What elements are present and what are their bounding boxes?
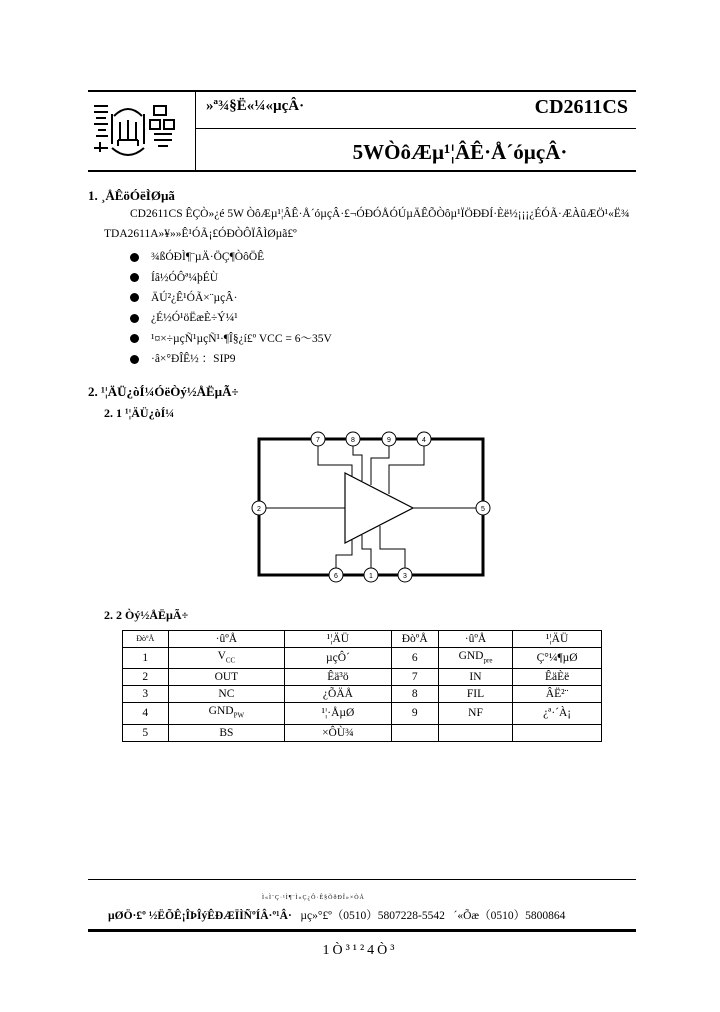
pin-symbol: $V_{CC}$ (168, 648, 285, 669)
address: ½ËÕÊ¡ÎÞÎýÊÐÆÏÌÑºÍÂ·º¹Â· (148, 910, 292, 922)
pin-number: 3 (123, 686, 169, 703)
footer-bottom-rule (88, 929, 636, 932)
pin-symbol: $GND_{PW}$ (168, 703, 285, 724)
pin-table (122, 630, 602, 742)
pin-label: 6 (334, 573, 338, 580)
pin-symbol: FIL (438, 686, 512, 703)
pin-function: ¹¦·ÅµØ (285, 703, 391, 724)
pin-label: 7 (316, 437, 320, 444)
pin-function: ÊäÈë (513, 669, 602, 686)
feature-item: ¹¤×÷µçÑ¹µçÑ¹·¶Î§¿í£º VCC = 6～35V (130, 329, 332, 349)
table-header-cell: ÐòºÅ (123, 631, 169, 648)
pin-symbol: IN (438, 669, 512, 686)
pin-function: µçÔ´ (285, 648, 391, 669)
pin-symbol: BS (168, 724, 285, 741)
table-header-cell: ÐòºÅ (391, 631, 438, 648)
pin-label: 2 (257, 506, 261, 513)
header-mid-rule (196, 128, 636, 129)
table-header-cell: ·ûºÅ (438, 631, 512, 648)
bullet-icon (130, 293, 139, 302)
section-1-title: 1. ¸ÅÊöÓëÌØµã (88, 188, 175, 203)
phone-label: µç»°£º (300, 910, 332, 922)
bullet-icon (130, 273, 139, 282)
pin-number: 2 (123, 669, 169, 686)
pin-number: 9 (391, 703, 438, 724)
table-row (123, 703, 602, 724)
address-label: µØÖ·£º (108, 910, 146, 922)
pin-number: 6 (391, 648, 438, 669)
logo-icon (88, 92, 188, 170)
header-divider (195, 90, 196, 172)
footer-note: Ì«Ì¨Ç·¹Ì¶¨Ì«Ç¿Ô·Ê§ÕðÐÎ»×ÒÅ (262, 895, 365, 901)
bullet-icon (130, 334, 139, 343)
bullet-icon (130, 314, 139, 323)
subsection-2-2-title: 2. 2 Òý½ÅËµÃ÷ (104, 608, 189, 622)
feature-item: ÄÚ²¿Ê¹ÓÃ×¨µçÂ· (130, 288, 332, 308)
feature-list (130, 247, 332, 369)
pin-label: 9 (387, 437, 391, 444)
pin-label: 3 (403, 573, 407, 580)
footer-top-rule (88, 879, 636, 880)
bullet-icon (130, 355, 139, 364)
table-header-row (123, 631, 602, 648)
pin-function: ¿ÕÄÅ (285, 686, 391, 703)
page-number: 1Ò³¹²4Ò³ (322, 943, 398, 958)
pin-symbol: NF (438, 703, 512, 724)
table-header-cell: ·ûºÅ (168, 631, 285, 648)
pin-function: ÂË²¨ (513, 686, 602, 703)
footer-contact (108, 907, 565, 923)
phone: （0510）5807228-5542 (331, 910, 445, 922)
pin-number: 7 (391, 669, 438, 686)
feature-item: ¿É½Ó¹öËæÈ÷Ý¼¹ (130, 308, 332, 328)
pin-label: 5 (481, 506, 485, 513)
pin-function (513, 724, 602, 741)
bullet-icon (130, 253, 139, 262)
overview-line-2: TDA2611A»¥»»Ê¹ÓÃ¡£ÓÐÒÔÏÂÌØµã£º (104, 228, 297, 240)
pin-function: ×ÔÙ¾ (285, 724, 391, 741)
pin-symbol: NC (168, 686, 285, 703)
section-2-title: 2. ¹¦ÄÜ¿òÍ¼ÓëÒý½ÅËµÃ÷ (88, 384, 239, 399)
table-row (123, 686, 602, 703)
company-logo (88, 92, 188, 170)
feature-item: ¾ßÓÐÌ¶¨µÄ·ÖÇ¶ÒôÖÊ (130, 247, 332, 267)
company-name: »ª¾§Ë«¼«µçÂ· (206, 98, 305, 114)
pin-label: 1 (369, 573, 373, 580)
pin-number: 4 (123, 703, 169, 724)
pin-function: Ç°¼¶µØ (513, 648, 602, 669)
pin-number (391, 724, 438, 741)
table-header-cell: ¹¦ÄÜ (513, 631, 602, 648)
pin-label: 4 (422, 437, 426, 444)
subsection-2-1-title: 2. 1 ¹¦ÄÜ¿òÍ¼ (104, 406, 175, 420)
fax-label: ´«Õæ (453, 910, 480, 922)
table-row (123, 648, 602, 669)
table-row (123, 669, 602, 686)
fax: （0510）5800864 (479, 910, 566, 922)
pin-function: Êä³ö (285, 669, 391, 686)
pin-symbol: $GND_{pre}$ (438, 648, 512, 669)
overview-line-1: CD2611CS ÊÇÒ»¿é 5W ÒôÆµ¹¦ÂÊ·Å´óµçÂ·£¬ÓÐÓÅÓÚµÄÊÕÒôµ¹ÏÖÐÐÍ·Èë½¡¡¡¿ÉÓÃ·ÆÀûÆÖ¹«Ë¾ (130, 208, 630, 220)
pin-number: 5 (123, 724, 169, 741)
feature-item: Íâ½ÓÔª¼þÉÙ (130, 267, 332, 287)
pin-function: ¿ª·´À¡ (513, 703, 602, 724)
table-row (123, 724, 602, 741)
block-diagram (240, 425, 500, 590)
amplifier-triangle (345, 473, 413, 543)
pin-label: 8 (351, 437, 355, 444)
model-number: CD2611CS (534, 96, 628, 118)
pin-number: 1 (123, 648, 169, 669)
product-title: 5WÒôÆµ¹¦ÂÊ·Å´óµçÂ· (352, 140, 568, 164)
feature-item: ·â×°ÐÎÊ½ ：SIP9 (130, 349, 332, 369)
header-bottom-rule (88, 170, 636, 172)
table-header-cell: ¹¦ÄÜ (285, 631, 391, 648)
pin-number: 8 (391, 686, 438, 703)
pin-symbol (438, 724, 512, 741)
pin-symbol: OUT (168, 669, 285, 686)
